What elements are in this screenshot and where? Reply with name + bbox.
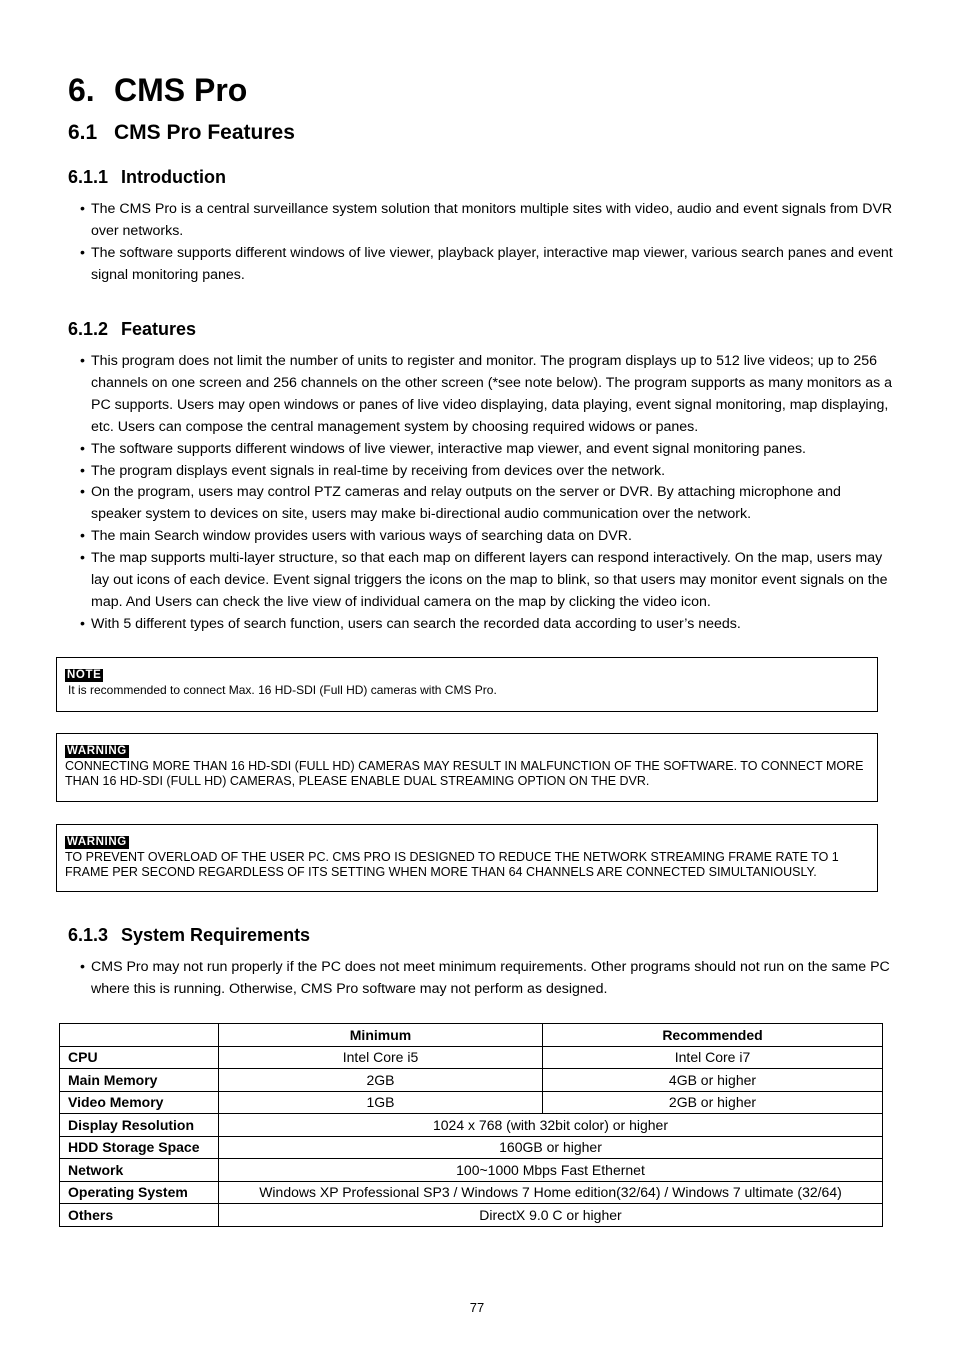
list-item: • The software supports different windows of live viewer, interactive map viewer, and event signal monitoring panes. xyxy=(80,439,895,461)
warning-text: CONNECTING MORE THAN 16 HD-SDI (FULL HD) CAMERAS MAY RESULT IN MALFUNCTION OF THE SOFTWARE. TO CONNECT MORE THAN 16 HD-SDI (FULL HD) CAMERAS, PLEASE ENABLE DUAL STREAMING OPTION ON THE DVR. xyxy=(65,759,864,788)
note-box xyxy=(56,657,878,712)
header-cell-minimum: Minimum xyxy=(219,1024,543,1047)
list-item: • The map supports multi-layer structure, so that each map on different layers can respond interactively. On the map, users may lay out icons of each device. Event signal triggers the icons on the map to blink, so that users may monitor event signals on the map. And Users can check the live view of individual camera on the map by clicking the video icon. xyxy=(80,548,895,614)
note-text: It is recommended to connect Max. 16 HD-SDI (Full HD) cameras with CMS Pro. xyxy=(68,683,497,697)
warning-box-2 xyxy=(56,824,878,892)
features-number: 6.1.2 xyxy=(68,319,109,339)
table-row xyxy=(60,1136,883,1159)
list-item: • The program displays event signals in real-time by receiving from devices over the network. xyxy=(80,461,895,483)
row-label: Operating System xyxy=(60,1181,219,1204)
row-label: HDD Storage Space xyxy=(60,1136,219,1159)
recommended-cell: Intel Core i7 xyxy=(543,1046,883,1069)
section-title xyxy=(68,118,295,148)
chapter-number: 6. xyxy=(68,72,95,108)
introduction-title: Introduction xyxy=(121,167,226,187)
header-cell-recommended: Recommended xyxy=(543,1024,883,1047)
value-cell: DirectX 9.0 C or higher xyxy=(219,1204,883,1227)
table-row xyxy=(60,1204,883,1227)
warning-text: TO PREVENT OVERLOAD OF THE USER PC. CMS PRO IS DESIGNED TO REDUCE THE NETWORK STREAMING FRAME RATE TO 1 FRAME PER SECOND REGARDLESS OF ITS SETTING WHEN MORE THAN 64 CHANNELS ARE CONNECTED SIMULTANIOUSLY. xyxy=(65,850,839,879)
warning-tag: WARNING xyxy=(67,836,127,848)
table-row xyxy=(60,1046,883,1069)
page-number: 77 xyxy=(469,1300,485,1315)
system-requirements-heading xyxy=(68,923,310,947)
minimum-cell: 2GB xyxy=(219,1069,543,1092)
value-cell: 160GB or higher xyxy=(219,1136,883,1159)
row-label: Display Resolution xyxy=(60,1114,219,1137)
requirements-table xyxy=(59,1023,883,1227)
section-title-text: CMS Pro Features xyxy=(114,121,295,144)
value-cell: Windows XP Professional SP3 / Windows 7 Home edition(32/64) / Windows 7 ultimate (32/64) xyxy=(219,1181,883,1204)
introduction-list xyxy=(80,199,895,287)
table-row xyxy=(60,1091,883,1114)
table-row xyxy=(60,1181,883,1204)
list-item: • The CMS Pro is a central surveillance system solution that monitors multiple sites with video, audio and event signals from DVR over networks. xyxy=(80,199,895,243)
header-cell-empty xyxy=(60,1024,219,1047)
list-item: • The main Search window provides users with various ways of searching data on DVR. xyxy=(80,526,895,548)
row-label: Video Memory xyxy=(60,1091,219,1114)
chapter-title xyxy=(68,70,247,110)
system-requirements-list xyxy=(80,957,895,1001)
introduction-number: 6.1.1 xyxy=(68,167,109,187)
section-number: 6.1 xyxy=(68,121,98,144)
row-label: Main Memory xyxy=(60,1069,219,1092)
minimum-cell: 1GB xyxy=(219,1091,543,1114)
list-item: • The software supports different windows of live viewer, playback player, interactive map viewer, various search panes and event signal monitoring panes. xyxy=(80,243,895,287)
minimum-cell: Intel Core i5 xyxy=(219,1046,543,1069)
note-tag: NOTE xyxy=(67,669,102,681)
table-header-row xyxy=(60,1024,883,1047)
chapter-title-text: CMS Pro xyxy=(114,72,248,108)
system-requirements-number: 6.1.3 xyxy=(68,925,109,945)
table-row xyxy=(60,1114,883,1137)
recommended-cell: 2GB or higher xyxy=(543,1091,883,1114)
row-label: Network xyxy=(60,1159,219,1182)
warning-box-1 xyxy=(56,733,878,802)
features-list xyxy=(80,351,895,636)
row-label: CPU xyxy=(60,1046,219,1069)
features-title: Features xyxy=(121,319,197,339)
introduction-heading xyxy=(68,165,226,189)
table-row xyxy=(60,1159,883,1182)
list-item: • With 5 different types of search function, users can search the recorded data according to user’s needs. xyxy=(80,614,895,636)
list-item: • This program does not limit the number of units to register and monitor. The program displays up to 512 live videos; up to 256 channels on one screen and 256 channels on the other screen (*see note below). The program supports as many monitors as a PC supports. Users may open windows or panes of live video displaying, data playing, event signal monitoring, map displaying, etc. Users can compose the central management system by choosing required widows or panes. xyxy=(80,351,895,439)
value-cell: 100~1000 Mbps Fast Ethernet xyxy=(219,1159,883,1182)
system-requirements-title: System Requirements xyxy=(121,925,311,945)
list-item: • On the program, users may control PTZ cameras and relay outputs on the server or DVR. By attaching microphone and speaker system to devices on site, users may make bi-directional audio communication over the network. xyxy=(80,482,895,526)
row-label: Others xyxy=(60,1204,219,1227)
warning-tag: WARNING xyxy=(67,745,127,757)
recommended-cell: 4GB or higher xyxy=(543,1069,883,1092)
table-row xyxy=(60,1069,883,1092)
list-item: • CMS Pro may not run properly if the PC does not meet minimum requirements. Other programs should not run on the same PC where this is running. Otherwise, CMS Pro software may not perform as designed. xyxy=(80,957,895,1001)
features-heading xyxy=(68,317,196,341)
value-cell: 1024 x 768 (with 32bit color) or higher xyxy=(219,1114,883,1137)
